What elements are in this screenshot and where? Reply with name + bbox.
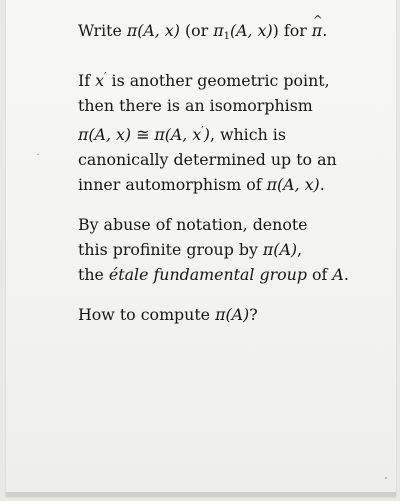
line: then there is an isomorphism xyxy=(78,96,313,115)
text: ) for xyxy=(272,21,312,40)
text: (or xyxy=(179,21,214,40)
text: this profinite group by xyxy=(78,240,263,259)
paragraph-definition xyxy=(78,212,388,287)
math-pi: π xyxy=(213,21,224,40)
math-pi-a-x: π(A, x) xyxy=(78,125,132,144)
math-pi-hat: ^ π xyxy=(312,18,322,43)
page-content xyxy=(78,18,388,342)
line xyxy=(78,64,388,93)
math-pi-a: π(A) xyxy=(215,305,250,324)
page-bottom-edge xyxy=(6,492,396,497)
math-prime: ′ xyxy=(104,70,107,83)
paragraph-isomorphism xyxy=(78,64,388,197)
text: inner automorphism of xyxy=(78,175,267,194)
math-pi-a-xprime: π(A, x xyxy=(154,125,202,144)
text: . xyxy=(343,265,349,284)
paragraph-notation xyxy=(78,18,388,49)
math-cong: ≅ xyxy=(131,125,155,144)
math-x: x xyxy=(95,71,105,90)
math-args: (A, x) xyxy=(229,21,273,40)
math-pi-a: π(A) xyxy=(262,240,298,259)
document-page xyxy=(6,0,396,497)
text: . xyxy=(322,21,328,40)
line xyxy=(78,172,388,197)
text: If xyxy=(78,71,96,90)
line: By abuse of notation, denote xyxy=(78,215,308,234)
text: , which is xyxy=(209,125,286,144)
math-pi-a-x: π(A, x) xyxy=(126,21,180,40)
math-prime: ′ xyxy=(201,124,204,137)
defined-term: étale fundamental group xyxy=(108,265,307,284)
text: the xyxy=(78,265,109,284)
scan-speck xyxy=(37,154,39,155)
line xyxy=(78,237,388,262)
math-pi-a-x: π(A, x) xyxy=(266,175,320,194)
line: canonically determined up to an xyxy=(78,150,337,169)
text: . xyxy=(319,175,325,194)
text: , xyxy=(297,240,303,259)
math-subscript: 1 xyxy=(223,31,230,42)
text: ? xyxy=(249,305,258,324)
text: is another geometric point, xyxy=(106,71,330,90)
paragraph-question xyxy=(78,302,388,327)
line xyxy=(78,118,388,147)
text: How to compute xyxy=(78,305,216,324)
math-a: A xyxy=(332,265,344,284)
line xyxy=(78,262,388,287)
scan-speck xyxy=(385,477,387,479)
text: Write xyxy=(78,21,127,40)
text: of xyxy=(306,265,333,284)
math-close-paren: ) xyxy=(203,125,210,144)
